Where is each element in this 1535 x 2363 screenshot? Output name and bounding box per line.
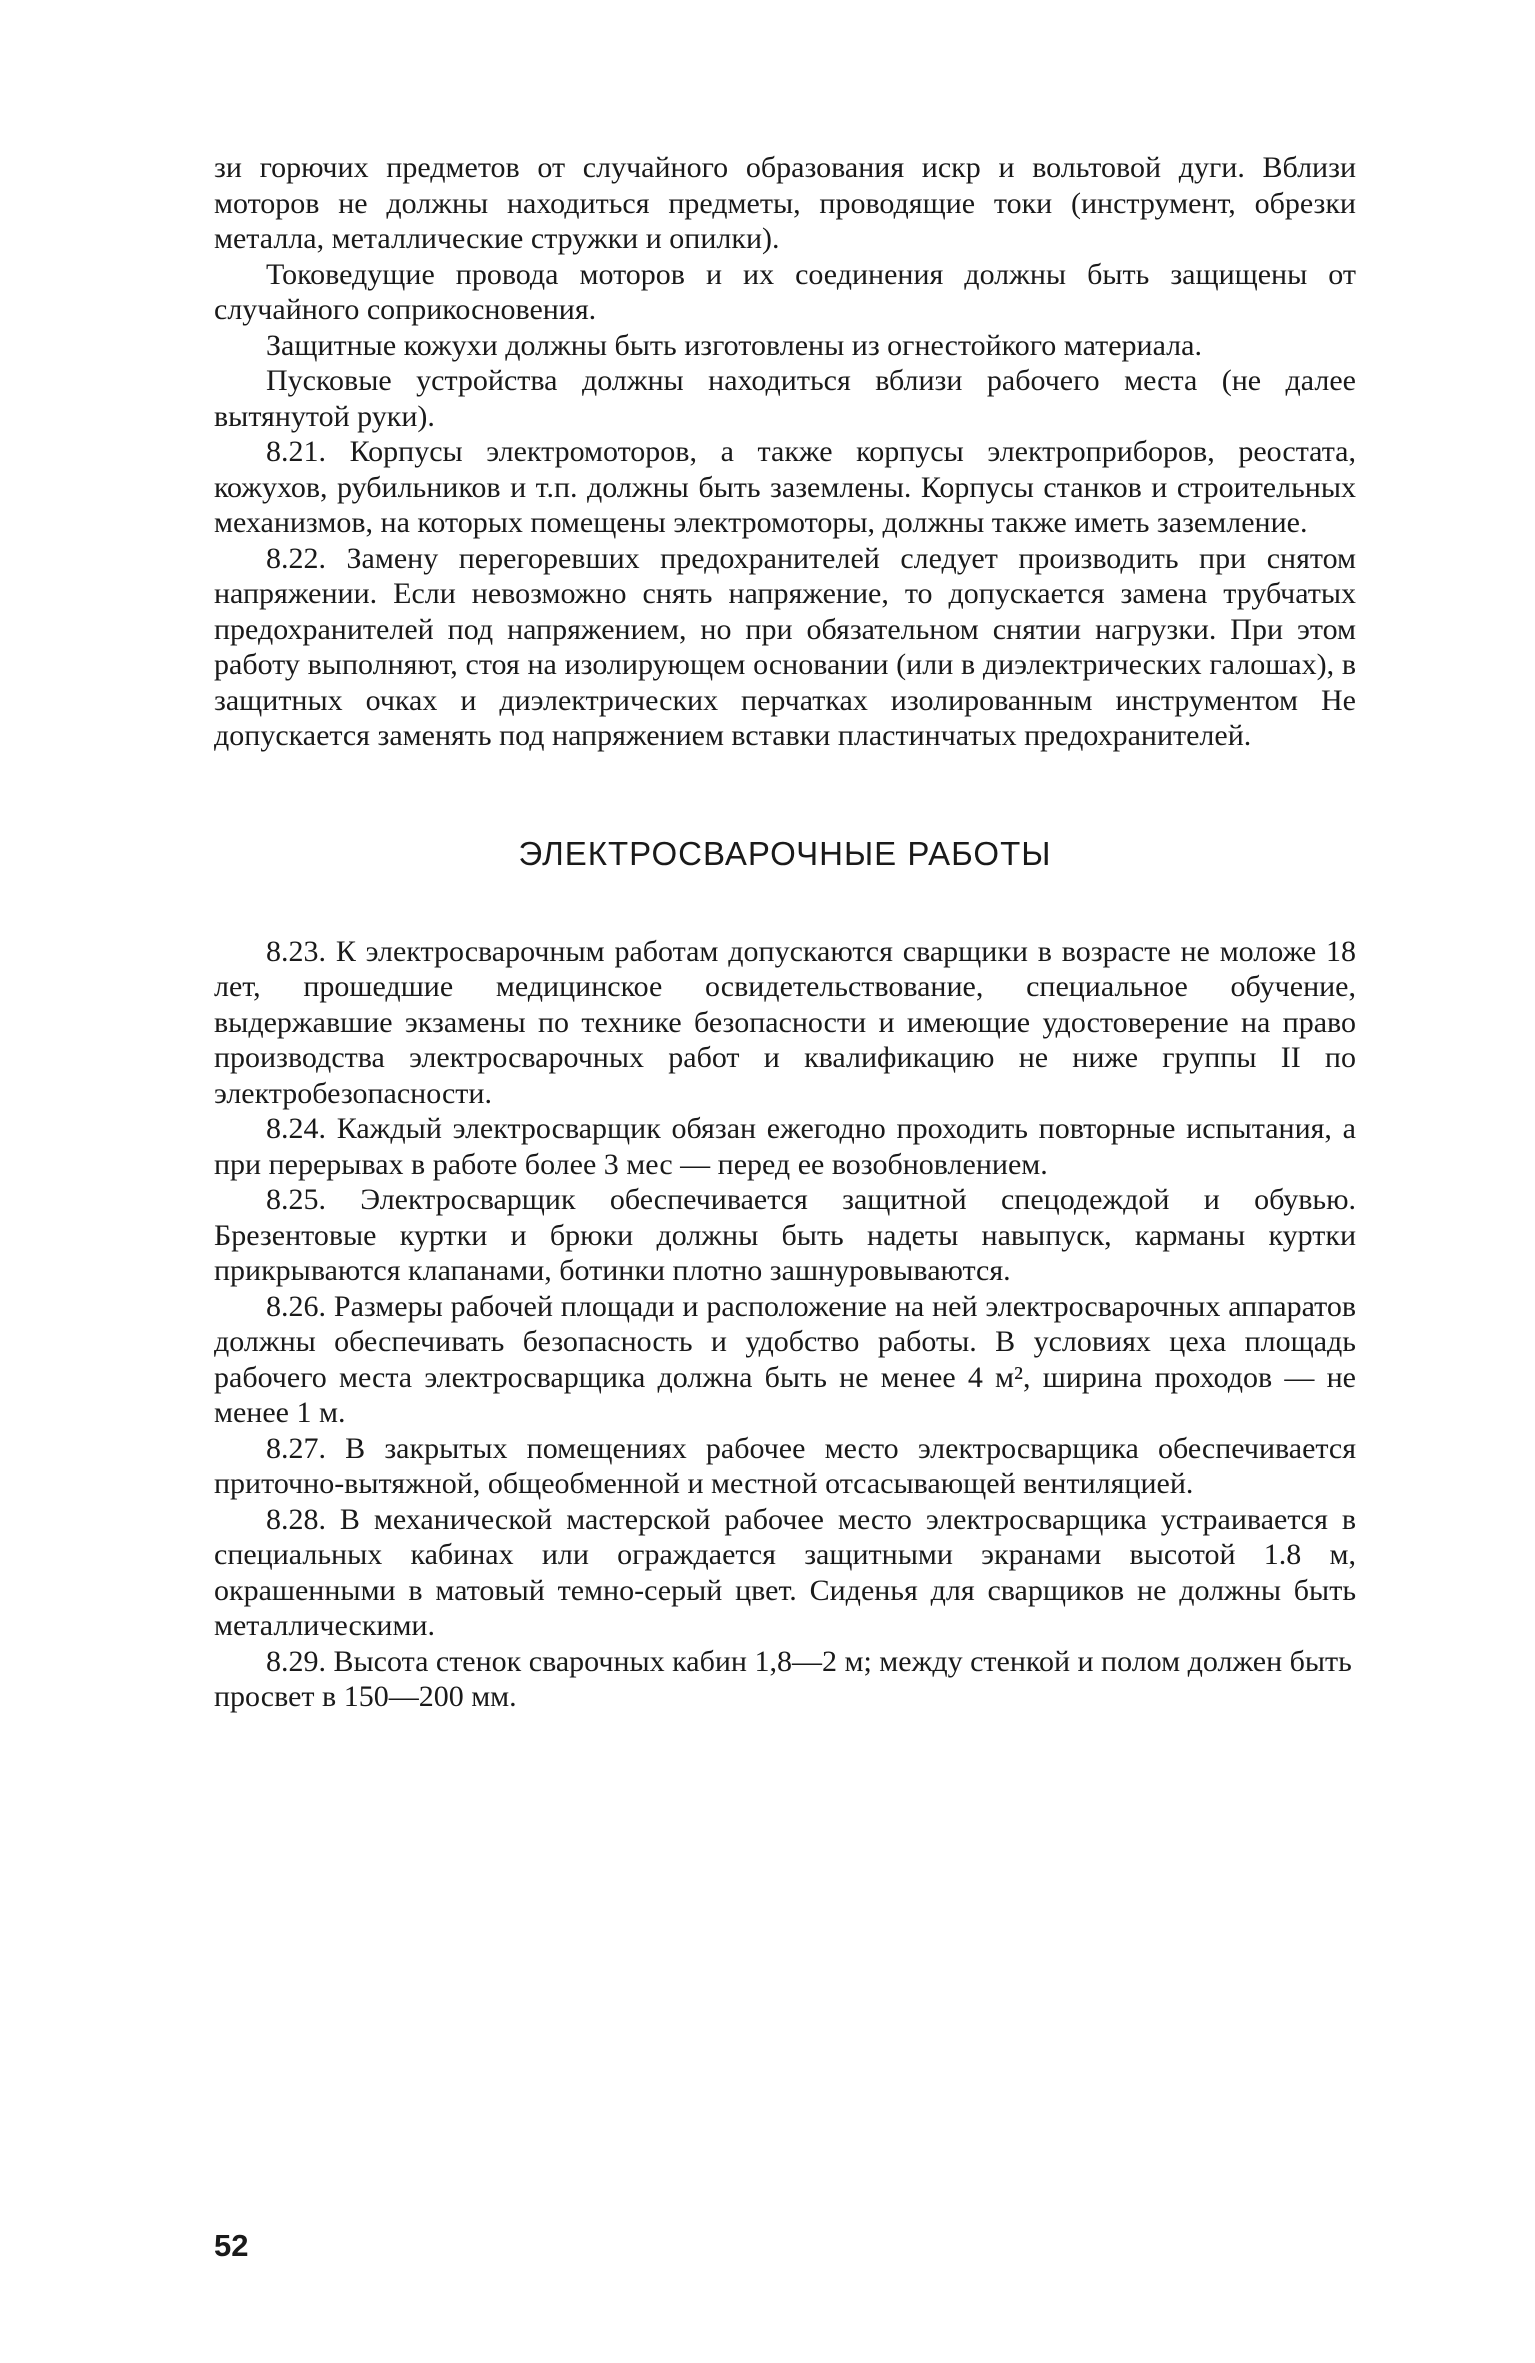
section-heading: ЭЛЕКТРОСВАРОЧНЫЕ РАБОТЫ: [518, 834, 1052, 872]
paragraph-8-23: 8.23. К электросварочным работам допускаются сварщики в возрасте не моложе 18 лет, прошедшие медицинское освидетельствование, специальное обучение, выдержавшие экзамены по технике безопасности и имеющие удостоверение на право производства электросварочных работ и квалификацию не ниже группы II по электробезопасности.: [214, 934, 1356, 1110]
paragraph-current-leads: Токоведущие провода моторов и их соединения должны быть защищены от случайного соприкосновения.: [214, 257, 1356, 326]
paragraph-8-25: 8.25. Электросварщик обеспечивается защитной спецодеждой и обувью. Брезентовые куртки и брюки должны быть надеты навыпуск, карманы куртки прикрываются клапанами, ботинки плотно зашнуровываются.: [214, 1183, 1356, 1287]
welding-section: [214, 934, 1356, 1715]
top-section: [214, 150, 1356, 754]
paragraph-continuation: зи горючих предметов от случайного образования искр и вольтовой дуги. Вблизи моторов не должны находиться предметы, проводящие токи (инструмент, обрезки металла, металлические стружки и опилки).: [214, 151, 1356, 255]
paragraph-8-21: 8.21. Корпусы электромоторов, а также корпусы электроприборов, реостата, кожухов, рубильников и т.п. должны быть заземлены. Корпусы станков и строительных механизмов, на которых помещены электромоторы, должны также иметь заземление.: [214, 435, 1356, 539]
page-number: 52: [214, 2228, 249, 2263]
paragraph-8-28: 8.28. В механической мастерской рабочее место электросварщика устраивается в специальных кабинах или ограждается защитными экранами высотой 1.8 м, окрашенными в матовый темно-серый цвет. Сиденья для сварщиков не должны быть металлическими.: [214, 1502, 1356, 1642]
paragraph-8-29: 8.29. Высота стенок сварочных кабин 1,8—2 м; между стенкой и полом должен быть просвет в 150—200 мм.: [214, 1644, 1352, 1713]
page-body: [214, 150, 1356, 1715]
paragraph-8-24: 8.24. Каждый электросварщик обязан ежегодно проходить повторные испытания, а при перерывах в работе более 3 мес — перед ее возобновлением.: [214, 1112, 1356, 1181]
paragraph-8-22: 8.22. Замену перегоревших предохранителей следует производить при снятом напряжении. Если невозможно снять напряжение, то допускается замена трубчатых предохранителей под напряжением, но при обязательном снятии нагрузки. При этом работу выполняют, стоя на изолирующем основании (или в диэлектрических галошах), в защитных очках и диэлектрических перчатках изолированным инструментом Не допускается заменять под напряжением вставки пластинчатых предохранителей.: [214, 541, 1356, 752]
paragraph-8-26: 8.26. Размеры рабочей площади и расположение на ней электросварочных аппаратов должны обеспечивать безопасность и удобство работы. В условиях цеха площадь рабочего места электросварщика должна быть не менее 4 м², ширина проходов — не менее 1 м.: [214, 1289, 1356, 1429]
paragraph-8-27: 8.27. В закрытых помещениях рабочее место электросварщика обеспечивается приточно-вытяжной, общеобменной и местной отсасывающей вентиляцией.: [214, 1431, 1356, 1500]
paragraph-covers: Защитные кожухи должны быть изготовлены из огнестойкого материала.: [266, 328, 1202, 362]
paragraph-starters: Пусковые устройства должны находиться вблизи рабочего места (не далее вытянутой руки).: [214, 364, 1356, 433]
